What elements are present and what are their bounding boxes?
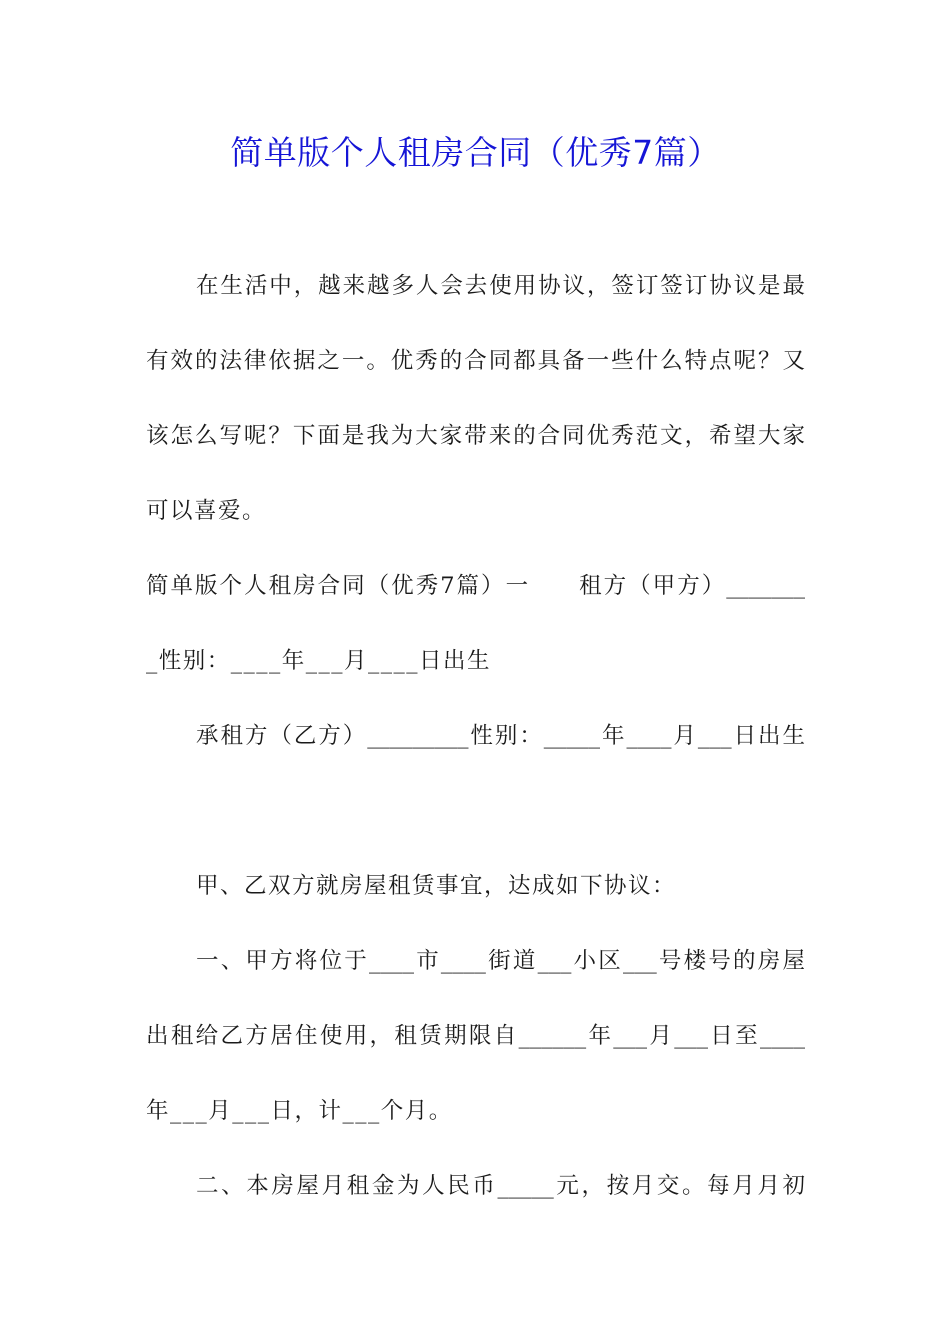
blank-gap: [146, 793, 805, 868]
paragraph-line: 可以喜爱。: [146, 498, 267, 524]
paragraph-line: 有效的法律依据之一。优秀的合同都具备一些什么特点呢？又: [146, 348, 805, 374]
clause-one-line: 年___月___日，计___个月。: [146, 1098, 453, 1124]
clause-one-line: 出租给乙方居住使用，租赁期限自______年___月___日至____: [146, 1023, 805, 1049]
contract-heading-line: 简单版个人租房合同（优秀7篇）一 租方（甲方）_______: [146, 573, 805, 599]
party-b-line: 承租方（乙方）_________性别：_____年____月___日出生: [196, 723, 805, 749]
party-a-gender-line: _性别：____年___月____日出生: [146, 648, 492, 674]
paragraph-line: 在生活中，越来越多人会去使用协议，签订签订协议是最: [196, 273, 805, 299]
document-body: [146, 268, 805, 1243]
document-title: 简单版个人租房合同（优秀7篇）: [230, 133, 721, 172]
clause-two-line: 二、本房屋月租金为人民币_____元，按月交。每月月初: [196, 1173, 805, 1199]
clause-one-line: 一、甲方将位于____市____街道___小区___号楼号的房屋: [196, 948, 805, 974]
agreement-intro-line: 甲、乙双方就房屋租赁事宜，达成如下协议：: [196, 873, 677, 899]
paragraph-line: 该怎么写呢？下面是我为大家带来的合同优秀范文，希望大家: [146, 423, 805, 449]
